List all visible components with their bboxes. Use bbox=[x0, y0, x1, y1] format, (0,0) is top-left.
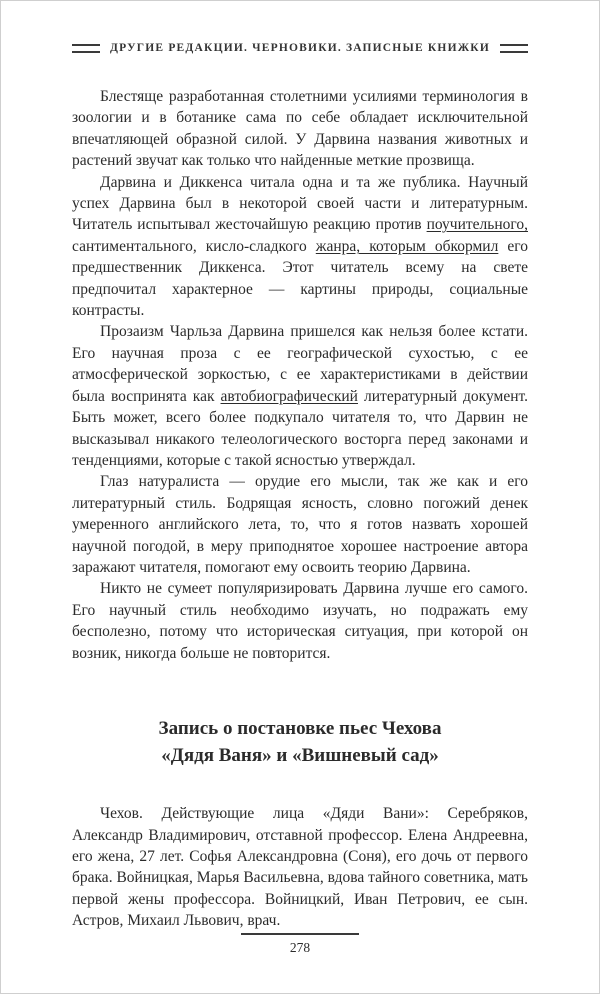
page-footer bbox=[0, 933, 600, 956]
text-segment: Блестяще разработанная столетними усилиями терминология в зоологии и в ботанике сама по себе обладает исключительной впечатляющей образной силой. У Дарвина названия животных и растений звучат как только что найденные меткие прозвища. bbox=[72, 88, 528, 170]
header-rule-right bbox=[500, 44, 528, 53]
paragraph bbox=[72, 578, 528, 664]
text-segment: Дарвина и Диккенса читала одна и та же публика. Научный успех Дарвина был в некоторой своей части и литературным. Читатель испытывал жесточайшую реакцию против bbox=[72, 173, 528, 234]
running-header bbox=[72, 42, 528, 54]
text-segment: Никто не сумеет популяризировать Дарвина лучше его самого. Его научный стиль необходимо изучать, но подражать ему бесполезно, потому что историческая ситуация, при которой он возник, никогда больше не повторится. bbox=[72, 580, 528, 662]
text-segment: Чехов. Действующие лица «Дяди Вани»: Серебряков, Александр Владимирович, отставной профессор. Елена Андреевна, его жена, 27 лет. Софья Александровна (Соня), его дочь от первого брака. Войницкая, Марья Васильевна, вдова тайного советника, мать первой жены профессора. Войницкий, Иван Петрович, ее сын. Астров, Михаил Львович, врач. bbox=[72, 805, 528, 930]
text-segment: Прозаизм Чарльза Дарвина пришелся как нельзя более кстати. Его научная проза с ее географической сухостью, с ее атмосферической зоркостью, с ее характеристиками в действии была воспринята как bbox=[72, 323, 528, 405]
paragraph bbox=[72, 471, 528, 578]
section-title-line2: «Дядя Ваня» и «Вишневый сад» bbox=[161, 744, 439, 766]
footer-rule bbox=[241, 933, 359, 935]
paragraph bbox=[72, 321, 528, 471]
paragraph bbox=[72, 172, 528, 322]
text-segment: литературный документ. Быть может, всего более подкупало читателя то, что Дарвин не высказывал никакого телеологического восторга перед законами и тенденциями, которые с такой ясностью утверждал. bbox=[72, 387, 528, 469]
page-number: 278 bbox=[289, 940, 311, 955]
section-title bbox=[72, 716, 528, 769]
text-segment: его предшественник Диккенса. Этот читатель всему на свете предпочитал характерное — картины природы, социальные контрасты. bbox=[72, 237, 528, 320]
article-chekhov bbox=[72, 803, 528, 931]
header-rule-left bbox=[72, 44, 100, 53]
underlined-text: жанра, которым обкормил bbox=[315, 237, 499, 255]
paragraph bbox=[72, 86, 528, 172]
section-title-line1: Запись о постановке пьес Чехова bbox=[158, 717, 442, 739]
text-segment: сантиментального, кисло-сладкого bbox=[72, 237, 316, 255]
text-segment: Глаз натуралиста — орудие его мысли, так же как и его литературный стиль. Бодрящая ясность, словно погожий денек умеренного английского лета, то, что я готов назвать хорошей научной погодой, в меру приподнятое хорошее настроение автора заражают читателя, помогают ему освоить теорию Дарвина. bbox=[72, 473, 528, 576]
paragraph bbox=[72, 803, 528, 931]
article-darwin bbox=[72, 86, 528, 664]
running-header-text: ДРУГИЕ РЕДАКЦИИ. ЧЕРНОВИКИ. ЗАПИСНЫЕ КНИЖКИ bbox=[110, 42, 490, 54]
underlined-text: поучительного, bbox=[426, 216, 528, 234]
page-body bbox=[72, 86, 528, 932]
underlined-text: автобиографический bbox=[220, 387, 358, 405]
